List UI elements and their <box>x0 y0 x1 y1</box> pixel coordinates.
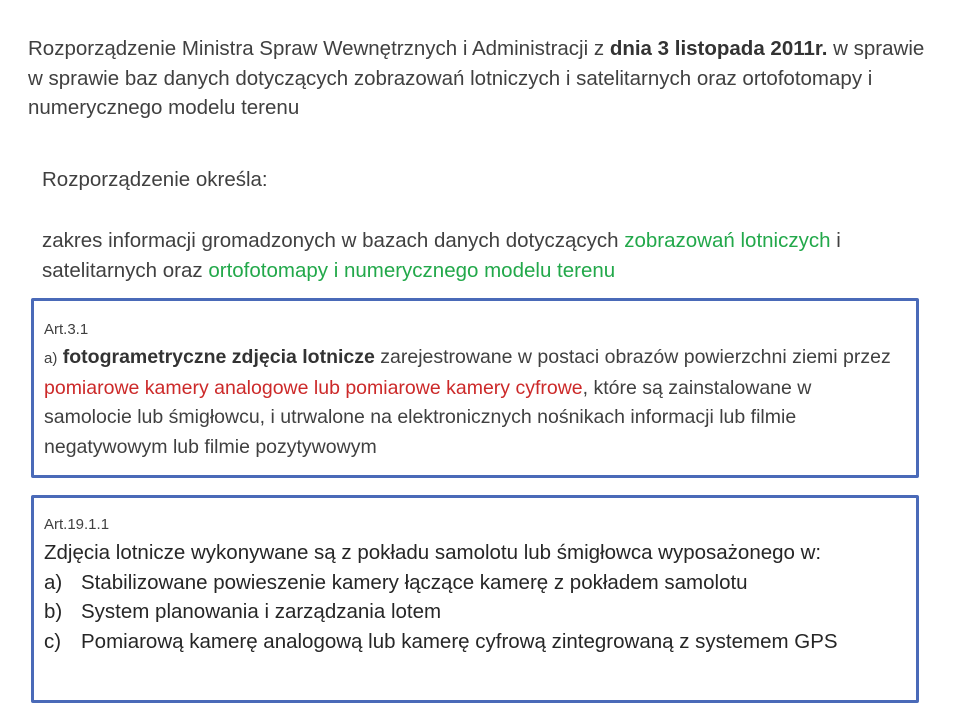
list-text: System planowania i zarządzania lotem <box>81 600 442 623</box>
list-item <box>44 627 914 657</box>
regulation-title <box>28 34 943 123</box>
article-3-1-term: fotogrametryczne zdjęcia lotnicze <box>62 346 375 368</box>
subtitle: Rozporządzenie określa: <box>42 168 268 191</box>
article-19-lead: Zdjęcia lotnicze wykonywane są z pokładu samolotu lub śmigłowca wyposażonego w: <box>44 541 822 564</box>
list-item <box>44 568 914 598</box>
list-marker: c) <box>44 629 62 653</box>
scope-highlight-1: zobrazowań lotniczych <box>624 229 831 252</box>
article-19-label: Art.19.1.1 <box>44 516 110 533</box>
scope-text-1: zakres informacji gromadzonych w bazach danych dotyczących <box>42 229 625 252</box>
list-marker: a) <box>44 570 63 594</box>
title-intro: Rozporządzenie Ministra Spraw Wewnętrznych i Administracji z <box>28 37 610 60</box>
list-text: Stabilizowane powieszenie kamery łączące kamerę z pokładem samolotu <box>81 570 748 594</box>
scope-text-2: i satelitarnych oraz <box>42 229 841 282</box>
article-19-box <box>31 495 919 703</box>
scope-paragraph <box>42 226 922 286</box>
article-19-text <box>44 538 914 656</box>
title-rest: w sprawie w sprawie baz danych dotyczących zobrazowań lotniczych i satelitarnych oraz ortofotomapy i numerycznego modelu terenu <box>28 37 925 119</box>
article-3-1-box <box>31 298 919 478</box>
article-3-1-highlight: pomiarowe kamery analogowe lub pomiarowe kamery cyfrowe <box>44 376 583 399</box>
article-3-1-label: Art.3.1 <box>44 321 89 338</box>
title-date: dnia 3 listopada 2011r. <box>609 37 828 60</box>
list-marker: b) <box>44 600 63 623</box>
list-text: Pomiarową kamerę analogową lub kamerę cyfrową zintegrowaną z systemem GPS <box>81 629 838 653</box>
list-item <box>44 597 914 627</box>
scope-highlight-2: ortofotomapy i numerycznego modelu terenu <box>208 259 616 282</box>
article-3-1-marker: a) <box>44 350 58 367</box>
article-3-1-text-2: , które są zainstalowane w samolocie lub śmigłowcu, i utrwalone na elektronicznych nośnikach informacji lub filmie negatywowym lub filmie pozytywowym <box>44 376 812 458</box>
article-3-1-text-1: zarejestrowane w postaci obrazów powierzchni ziemi przez <box>374 346 891 368</box>
article-3-1-text <box>44 343 904 462</box>
